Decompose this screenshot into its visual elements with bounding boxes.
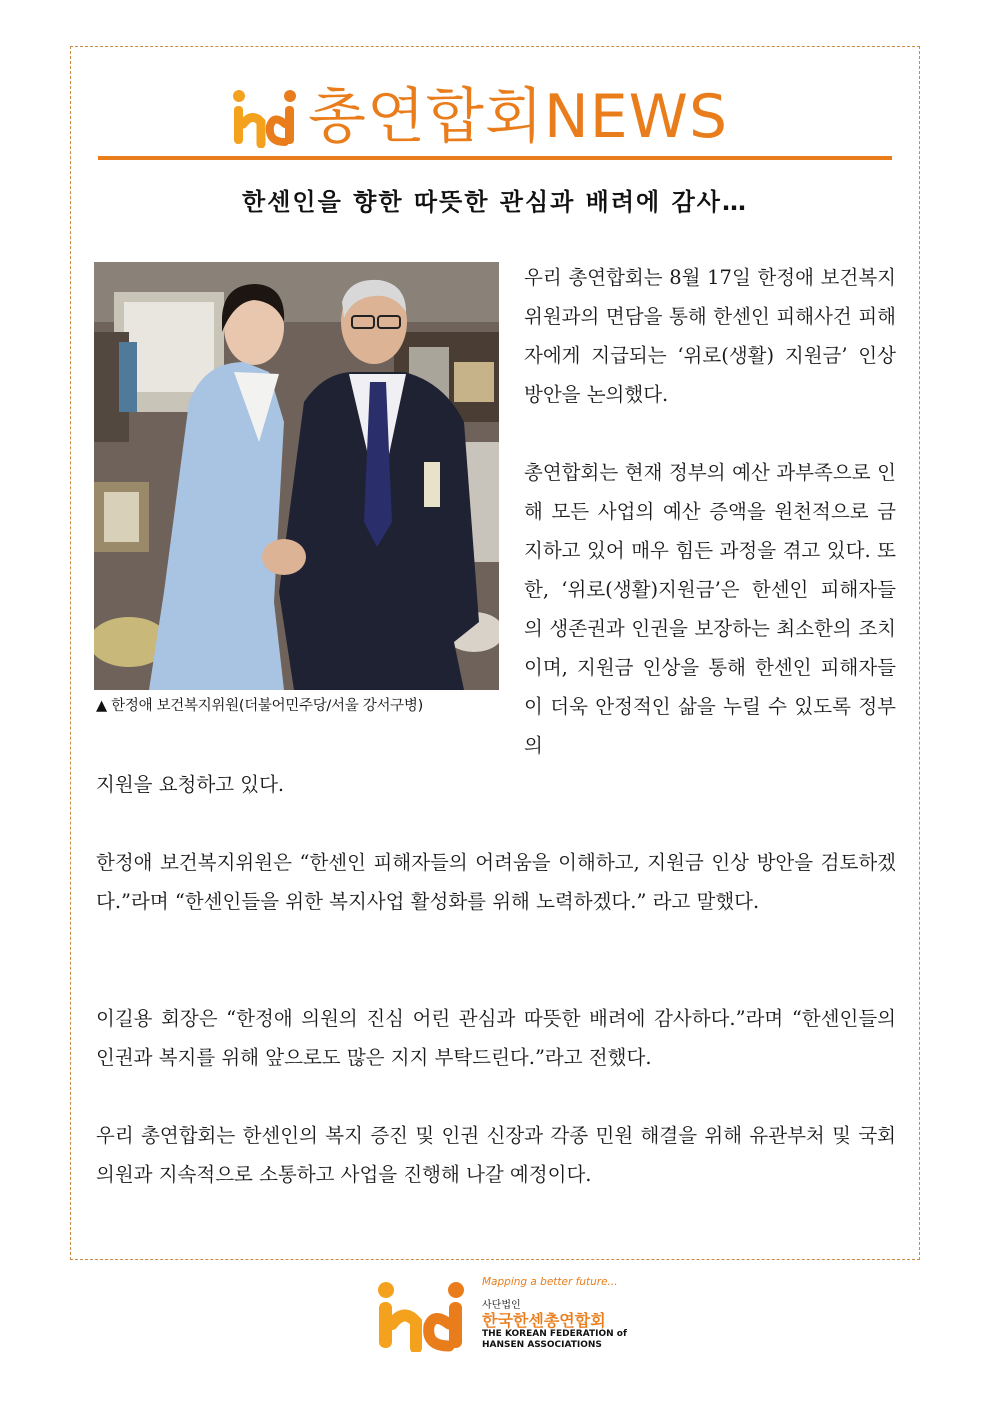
masthead-title: 총연합회NEWS [308, 82, 729, 152]
photo-caption: ▲ 한정애 보건복지위원(더불어민주당/서울 강서구병) [96, 698, 423, 714]
paragraph-2-continued: 지원을 요청하고 있다. [96, 773, 285, 796]
footer-org-kind: 사단법인 [482, 1300, 521, 1311]
hd-footer-logo-icon [374, 1280, 470, 1352]
masthead-rule [98, 156, 892, 160]
paragraph-1: 우리 총연합회는 8월 17일 한정애 보건복지위원과의 면담을 통해 한센인 피해사건 피해자에게 지급되는 ‘위로(생활) 지원금’ 인상 방안을 논의했다. [524, 266, 896, 406]
paragraph-4: 이길용 회장은 “한정애 의원의 진심 어린 관심과 따뜻한 배려에 감사하다.”라며 “한센인들의 인권과 복지를 위해 앞으로도 많은 지지 부탁드린다.”라고 전했다. [96, 1007, 896, 1069]
footer-org-english [482, 1329, 627, 1351]
masthead [98, 78, 892, 162]
footer-org-english-line-2: HANSEN ASSOCIATIONS [482, 1340, 602, 1350]
article-headline: 한센인을 향한 따뜻한 관심과 배려에 감사… [242, 188, 748, 216]
paragraph-2: 총연합회는 현재 정부의 예산 과부족으로 인해 모든 사업의 예산 증액을 원천적으로 금지하고 있어 매우 힘든 과정을 겪고 있다. 또한, ‘위로(생활)지원금’은 한센인 피해자들의 생존권과 인권을 보장하는 최소한의 조치이며, 지원금 인상을 통해 한센인 피해자들이 더욱 안정적인 삶을 누릴 수 있도록 정부의 [524, 461, 896, 757]
footer-logo [374, 1272, 634, 1356]
paragraph-3: 한정애 보건복지위원은 “한센인 피해자들의 어려움을 이해하고, 지원금 인상 방안을 검토하겠다.”라며 “한센인들을 위한 복지사업 활성화를 위해 노력하겠다.” 라고 말했다. [96, 851, 896, 913]
article-photo [94, 262, 499, 690]
footer-tagline: Mapping a better future... [482, 1276, 618, 1288]
footer-org-name: 한국한센총연합회 [482, 1311, 606, 1330]
paragraph-5: 우리 총연합회는 한센인의 복지 증진 및 인권 신장과 각종 민원 해결을 위해 유관부처 및 국회의원과 지속적으로 소통하고 사업을 진행해 나갈 예정이다. [96, 1124, 896, 1186]
footer-org-english-line-1: THE KOREAN FEDERATION of [482, 1329, 627, 1339]
hd-logo-icon [230, 88, 302, 148]
